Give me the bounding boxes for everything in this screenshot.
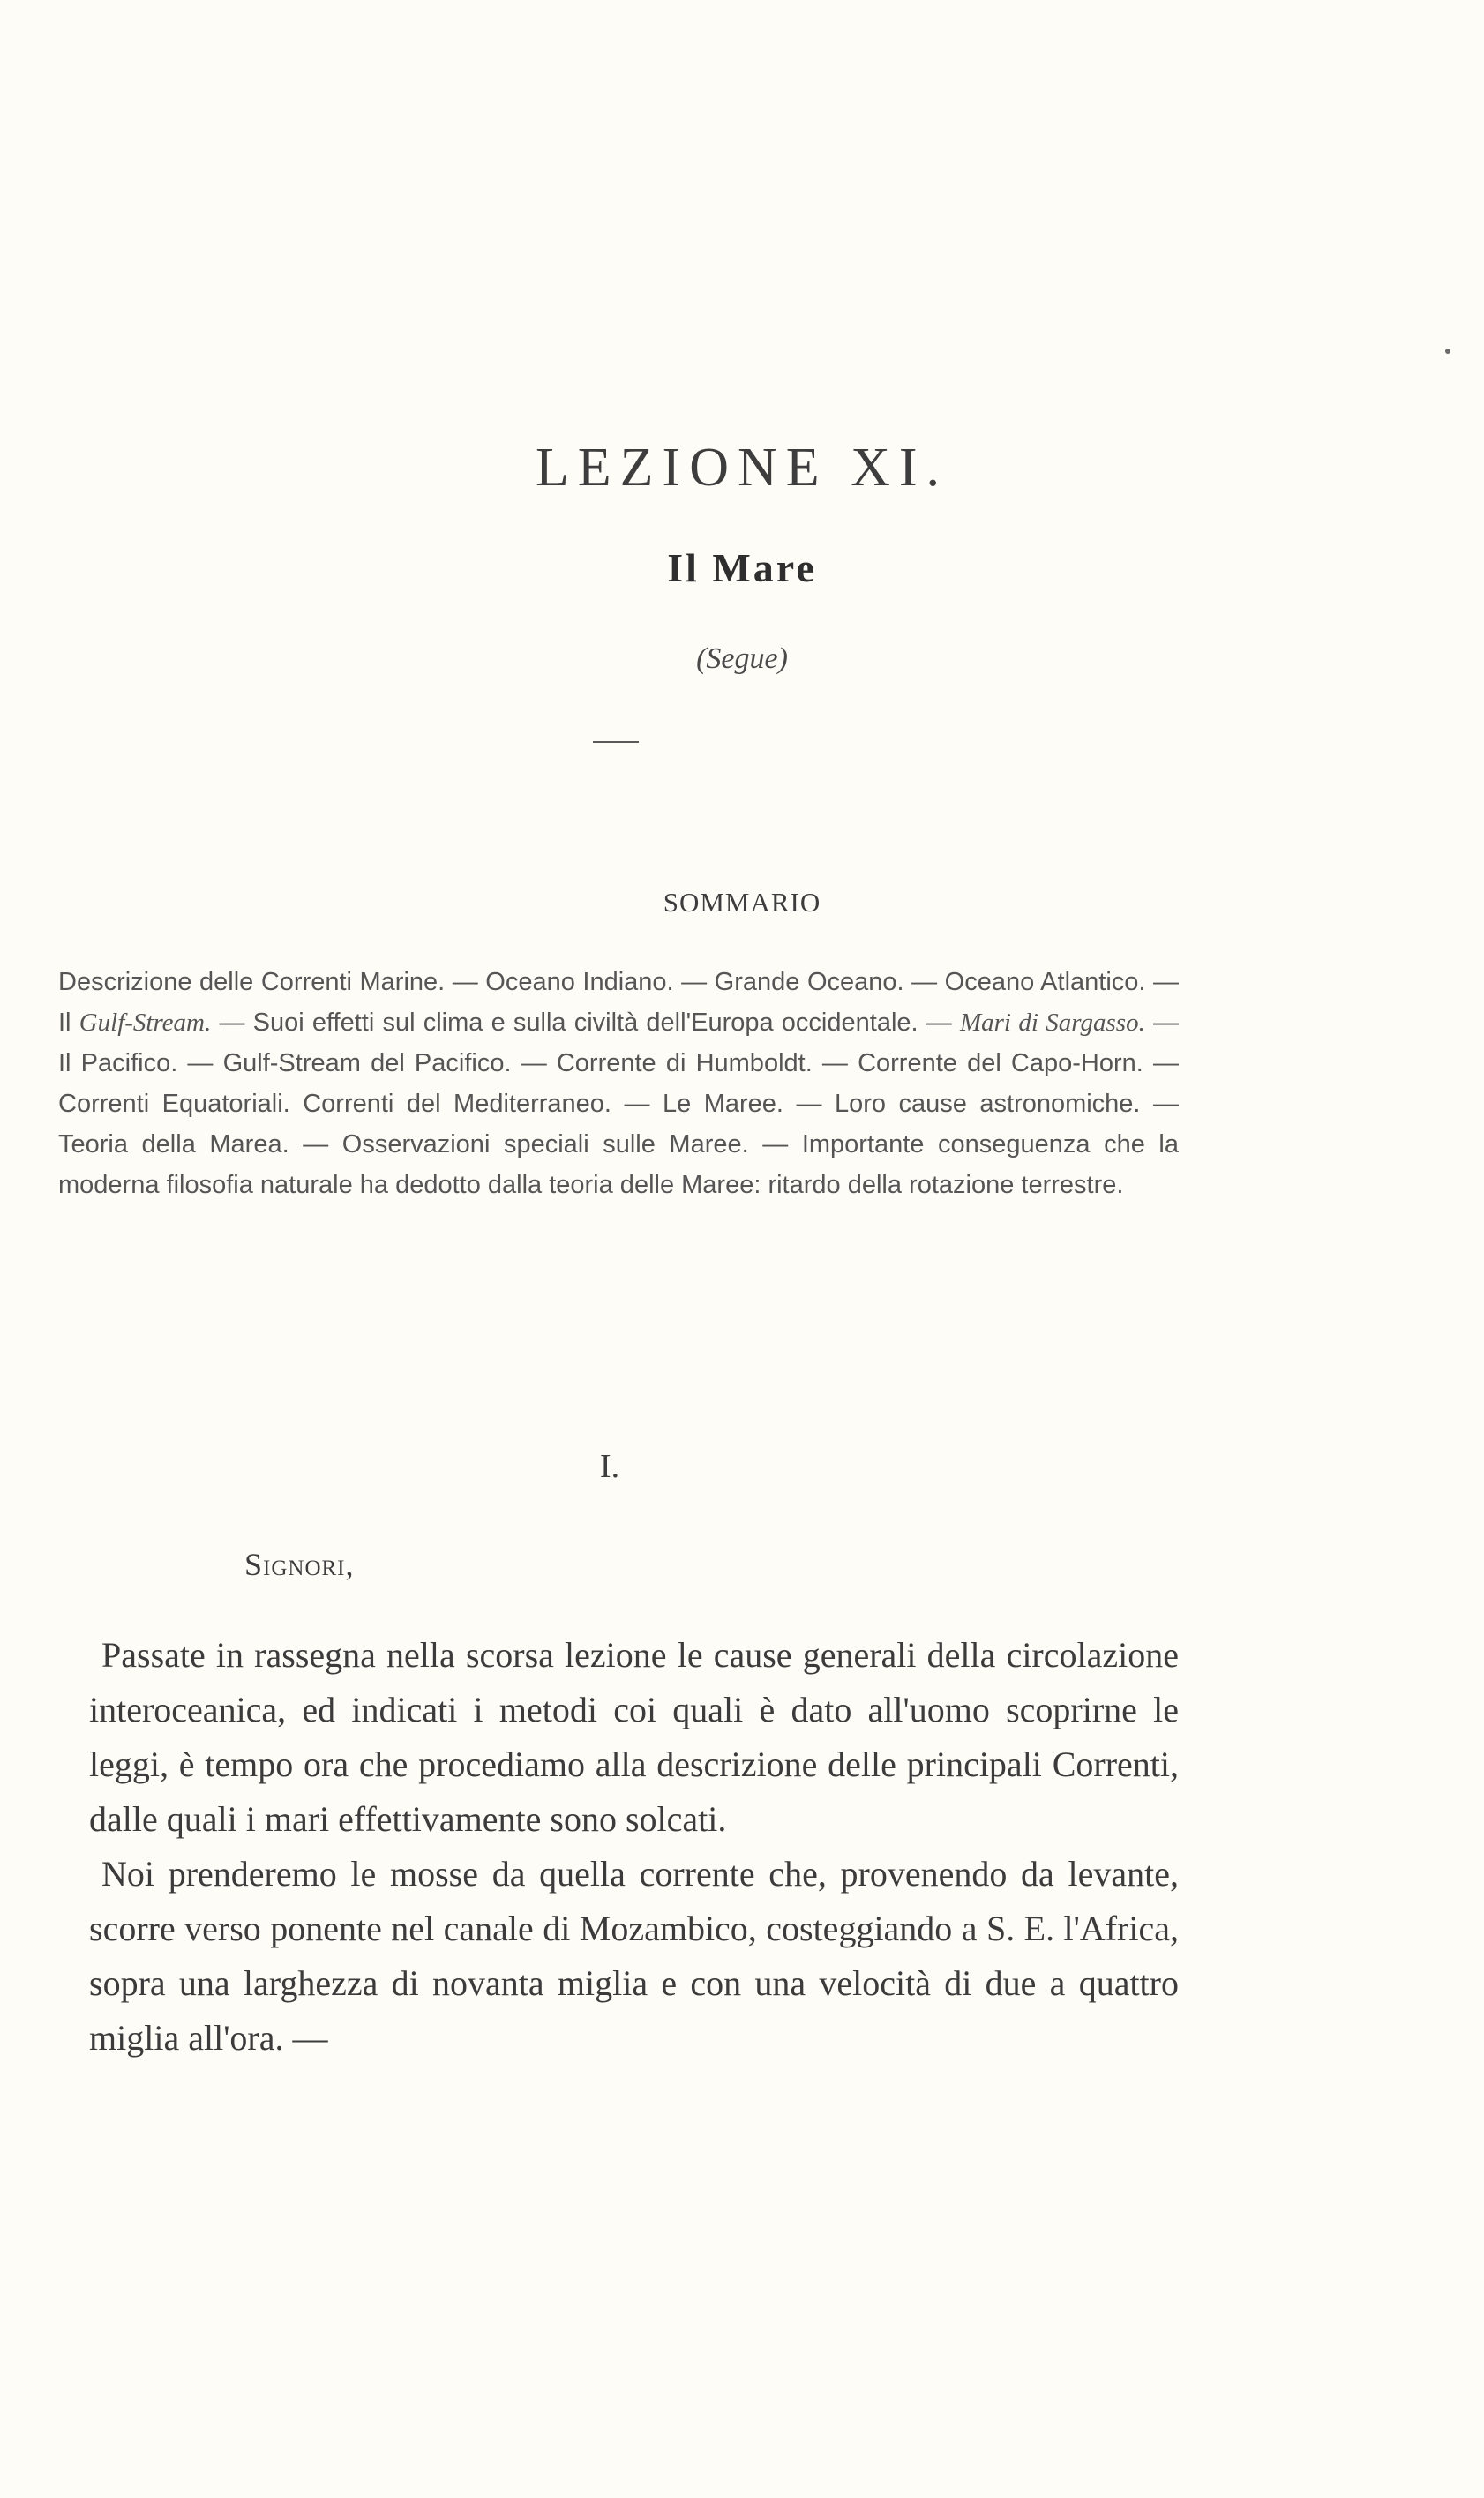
subtitle: (Segue): [696, 642, 788, 675]
ink-dot: [1445, 349, 1450, 354]
lesson-title: LEZIONE XI.: [535, 438, 949, 498]
salutation: Signori,: [244, 1547, 355, 1582]
section-number: I.: [599, 1448, 620, 1485]
paragraph: Noi prenderemo le mosse da quella corrente che, provenendo da levante, scorre verso ponente nel canale di Mozambico, costeggiando a S. E. l'Africa, sopra una larghezza di novanta miglia e con una velocità di due a quattro miglia all'ora. —: [89, 1854, 1179, 2058]
summary-heading: SOMMARIO: [663, 887, 821, 918]
summary-italic-gulf-stream: Gulf-Stream.: [79, 1009, 212, 1037]
title-divider: [593, 741, 639, 743]
summary-text-part-3: — Il Pacifico. — Gulf-Stream del Pacifico. — Corrente di Humboldt. — Corrente del Capo-Horn. — Correnti Equatoriali. Correnti del Mediterraneo. — Le Maree. — Loro cause astronomiche. — Teoria della Marea. — Osservazioni speciali sulle Maree. — Importante conseguenza che la moderna filosofia naturale ha dedotto dalla teoria delle Maree: ritardo della rotazione terrestre.: [58, 1009, 1180, 1199]
summary-italic-sargasso: Mari di Sargasso.: [959, 1009, 1145, 1037]
summary-text-part-2: — Suoi effetti sul clima e sulla civiltà dell'Europa occidentale. —: [211, 1009, 960, 1037]
summary-text: [58, 962, 1179, 1205]
summary-text-part-1: Descrizione delle Correnti Marine. — Oceano Indiano. — Grande Oceano. — Oceano Atlantico. — Il: [58, 968, 1179, 1037]
paragraph: Passate in rassegna nella scorsa lezione le cause generali della circolazione interoceanica, ed indicati i metodi coi quali è dato all'uomo scoprirne le leggi, è tempo ora che procediamo alla descrizione delle principali Correnti, dalle quali i mari effettivamente sono solcati.: [89, 1635, 1179, 1839]
chapter-title: Il Mare: [667, 545, 817, 590]
body-text: [89, 1628, 1179, 2066]
